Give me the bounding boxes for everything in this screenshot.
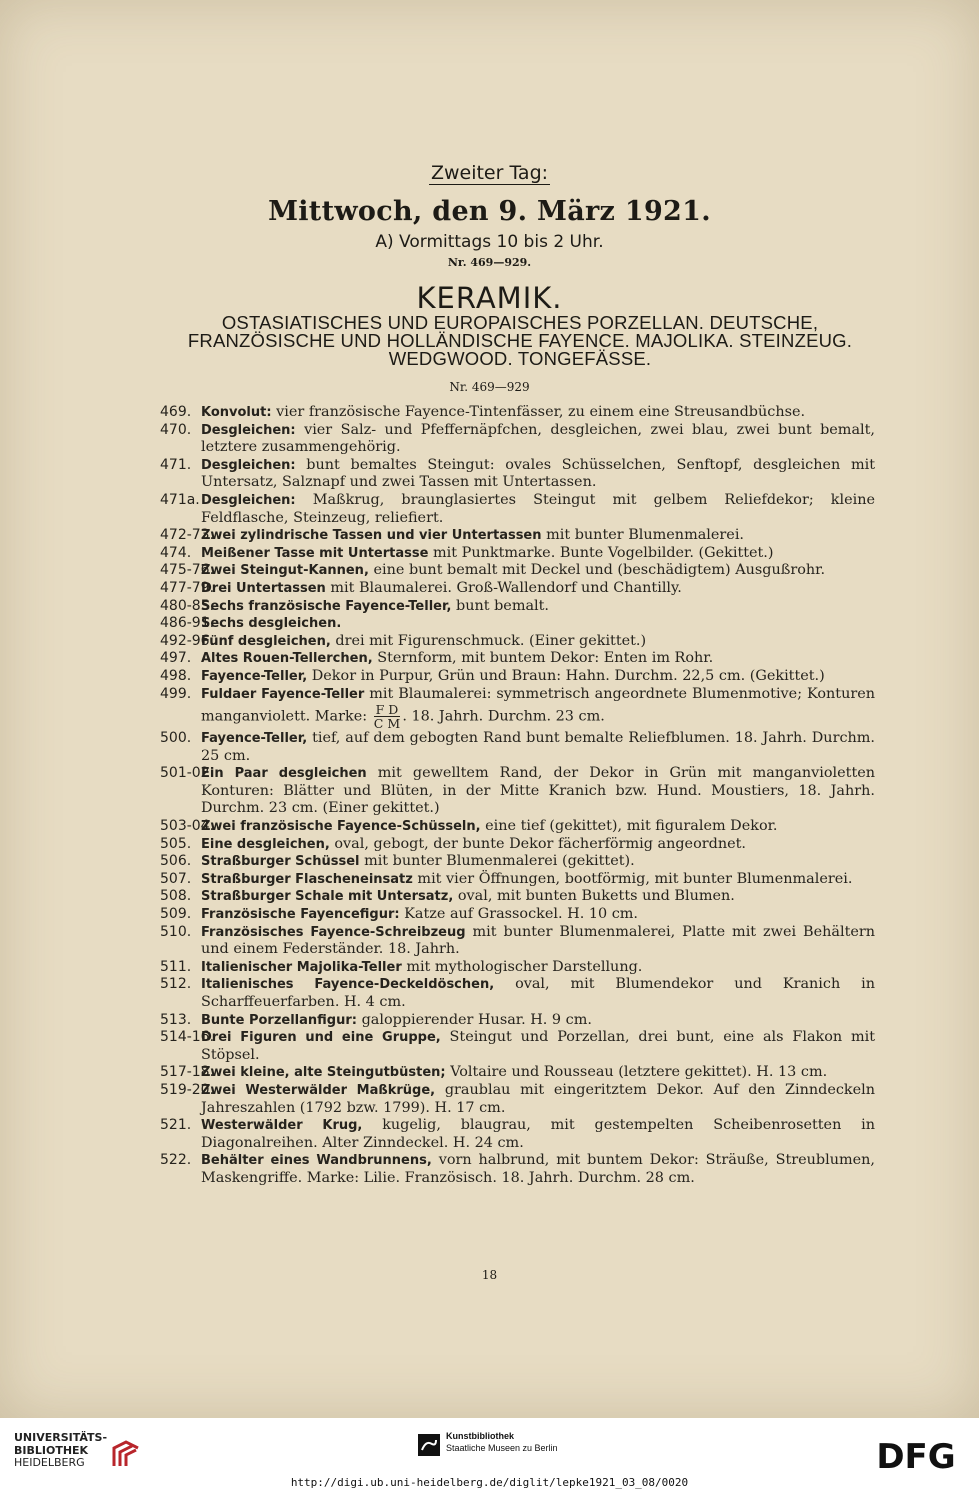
entry-number: 519-20. <box>160 1081 215 1098</box>
entry-number: 506. <box>160 853 192 870</box>
entry-description: mit vier Öffnungen, bootförmig, mit bunter Blumenmalerei. <box>417 870 853 887</box>
entry-description: Dekor in Purpur, Grün und Braun: Hahn. Durchm. 22,5 cm. (Gekittet.) <box>311 667 825 684</box>
entry-number: 508. <box>160 888 192 905</box>
entry-description: Voltaire und Rousseau (letztere gekittet). H. 13 cm. <box>450 1064 828 1081</box>
entry-description: Sternform, mit buntem Dekor: Enten im Rohr. <box>377 650 714 667</box>
entry-description: mit Blaumalerei. Groß-Wallendorf und Chantilly. <box>330 579 682 596</box>
entry-number: 474. <box>160 544 192 561</box>
catalog-entry <box>160 545 875 563</box>
entry-number: 512. <box>160 976 192 993</box>
catalog-entry <box>160 615 875 633</box>
entry-number: 509. <box>160 906 192 923</box>
entry-description: oval, mit bunten Buketts und Blumen. <box>457 888 735 905</box>
entry-description: mit bunter Blumenmalerei (gekittet). <box>364 853 635 870</box>
entry-title: Sechs französische Fayence-Teller, <box>201 598 452 614</box>
entry-description: graublau mit eingeritztem Dekor. Auf den Zinndeckeln Jahreszahlen (1792 bzw. 1799). H. 17 cm. <box>201 1081 875 1116</box>
catalog-entry <box>160 818 875 836</box>
catalog-entry <box>160 1012 875 1030</box>
time-heading: A) Vormittags 10 bis 2 Uhr. <box>375 232 604 252</box>
catalog-entry <box>160 1117 875 1152</box>
entry-title: Straßburger Schale mit Untersatz, <box>201 889 454 905</box>
entry-title: Drei Untertassen <box>201 580 326 596</box>
entry-title: Zwei zylindrische Tassen und vier Untertassen <box>201 528 542 544</box>
catalog-entry <box>160 765 875 818</box>
entry-number: 510. <box>160 923 192 940</box>
entry-title: Straßburger Flascheneinsatz <box>201 871 413 887</box>
entry-title: Fayence-Teller, <box>201 668 308 684</box>
entry-title: Fünf desgleichen, <box>201 633 331 649</box>
maker-mark-top: F D <box>375 702 399 718</box>
catalog-entry <box>160 457 875 492</box>
dfg-logo[interactable] <box>868 1438 964 1474</box>
entry-number: 497. <box>160 650 192 667</box>
entry-title: Fuldaer Fayence-Teller <box>201 686 365 702</box>
day-heading: Zweiter Tag: <box>430 162 549 184</box>
entry-description: vorn halbrund, mit buntem Dekor: Sträuße, Streublumen, Maskengriffe. Marke: Lilie. Französisch. 18. Jahrh. Durchm. 28 cm. <box>201 1152 876 1186</box>
entry-title: Eine desgleichen, <box>201 836 330 852</box>
entry-title: Desgleichen: <box>201 422 296 438</box>
entry-description: Katze auf Grassockel. H. 10 cm. <box>404 906 639 923</box>
entry-description: eine tief (gekittet), mit figuralem Dekor. <box>485 818 778 835</box>
catalog-entry <box>160 853 875 871</box>
entry-number: 514-16. <box>160 1029 215 1046</box>
catalog-entry <box>160 959 875 977</box>
section-subtitle: OSTASIATISCHES UND EUROPAISCHES PORZELLAN. DEUTSCHE, FRANZÖSISCHE UND HOLLÄNDISCHE FAYENCE. MAJOLIKA. STEINZEUG. WEDGWOOD. TONGEFÄSSE. <box>187 312 853 369</box>
entry-number: 499. <box>160 685 192 702</box>
entry-title: Italienischer Majolika-Teller <box>201 959 402 975</box>
entry-title: Italienisches Fayence-Deckeldöschen, <box>201 977 495 993</box>
entry-description: mit bunter Blumenmalerei, Platte mit zwei Behältern und einem Federständer. 18. Jahrh. <box>201 923 876 958</box>
catalog-entry <box>160 668 875 686</box>
entry-description: vier Salz- und Pfeffernäpfchen, desgleichen, zwei blau, zwei bunt bemalt, letztere zusammengehörig. <box>201 421 875 456</box>
entry-description: mit Punktmarke. Bunte Vogelbilder. (Gekittet.) <box>433 544 774 561</box>
catalog-entry <box>160 404 875 422</box>
entry-number: 503-04. <box>160 818 215 835</box>
university-library-logo[interactable] <box>14 1432 144 1476</box>
entry-title: Französische Fayencefigur: <box>201 907 400 923</box>
entry-number: 475-76. <box>160 562 215 579</box>
date-heading: Mittwoch, den 9. März 1921. <box>268 196 711 227</box>
lot-range: Nr. 469—929 <box>449 380 530 394</box>
entry-description: oval, gebogt, der bunte Dekor fächerförmig angeordnet. <box>334 835 746 852</box>
catalog-entry <box>160 1152 875 1187</box>
kunstbibliothek-emblem-icon <box>418 1434 440 1456</box>
catalog-entry <box>160 650 875 668</box>
entry-description: mit mythologischer Darstellung. <box>406 958 643 975</box>
entry-title: Zwei französische Fayence-Schüsseln, <box>201 819 481 835</box>
entry-number: 470. <box>160 421 192 438</box>
catalog-entry <box>160 924 875 959</box>
entry-title: Altes Rouen-Tellerchen, <box>201 651 373 667</box>
entry-description: galoppierender Husar. H. 9 cm. <box>361 1011 592 1028</box>
maker-mark-bottom: C M <box>373 716 401 732</box>
entry-number: 501-02. <box>160 765 215 782</box>
entry-description: mit gewelltem Rand, der Dekor in Grün mit manganvioletten Konturen: Blätter und Blüten, in der Mitte Kranich bzw. Hund. Moustiers, 18. Jahrh. Durchm. 23 cm. (Einer gekittet.) <box>201 765 876 817</box>
entry-title: Sechs desgleichen. <box>201 616 342 632</box>
entry-number: 521. <box>160 1117 192 1134</box>
entry-number: 471a. <box>160 491 200 508</box>
entry-description: Maßkrug, braunglasiertes Steingut mit gelbem Reliefdekor; kleine Feldflasche, Steinzeug, reliefiert. <box>201 491 875 526</box>
entry-title: Westerwälder Krug, <box>201 1118 363 1134</box>
entry-title: Behälter eines Wandbrunnens, <box>201 1153 432 1169</box>
entry-title: Desgleichen: <box>201 492 296 508</box>
entry-title: Ein Paar desgleichen <box>201 766 367 782</box>
catalog-entry <box>160 633 875 651</box>
maker-mark-fraction <box>374 703 401 730</box>
university-library-name: UNIVERSITÄTS- BIBLIOTHEK HEIDELBERG <box>14 1431 108 1469</box>
kunstbibliothek-name: Kunstbibliothek Staatliche Museen zu Berlin <box>446 1431 558 1453</box>
catalog-entry <box>160 492 875 527</box>
catalog-entry <box>160 422 875 457</box>
catalog-entry <box>160 976 875 1011</box>
entry-title: Zwei kleine, alte Steingutbüsten; <box>201 1065 446 1081</box>
catalog-entry <box>160 888 875 906</box>
entry-title: Meißener Tasse mit Untertasse <box>201 545 429 561</box>
entry-description: eine bunt bemalt mit Deckel und (beschädigtem) Ausgußrohr. <box>373 562 826 579</box>
entry-title: Bunte Porzellanfigur: <box>201 1012 357 1028</box>
catalog-entry <box>160 1064 875 1082</box>
entry-number: 498. <box>160 667 192 684</box>
entry-title: Zwei Westerwälder Maßkrüge, <box>201 1082 436 1098</box>
entry-description: vier französische Fayence-Tintenfässer, zu einem eine Streusandbüchse. <box>276 404 806 420</box>
catalog-entry <box>160 871 875 889</box>
entry-number: 513. <box>160 1011 192 1028</box>
entry-description: kugelig, blaugrau, mit gestempelten Scheibenrosetten in Diagonalreihen. Alter Zinndeckel. H. 24 cm. <box>201 1117 876 1151</box>
entry-title: Zwei Steingut-Kannen, <box>201 563 369 579</box>
dfg-logo-text: DFG <box>876 1438 956 1474</box>
library-emblem-icon <box>110 1438 142 1470</box>
entry-number: 486-91. <box>160 615 215 632</box>
entry-number: 471. <box>160 456 192 473</box>
entry-number: 477-79. <box>160 579 215 596</box>
page-number: 18 <box>481 1268 498 1282</box>
entry-description: tief, auf dem gebogten Rand bunt bemalte Reliefblumen. 18. Jahrh. Durchm. 25 cm. <box>201 730 875 764</box>
entry-title: Fayence-Teller, <box>201 731 308 747</box>
entry-description-end: . 18. Jahrh. Durchm. 23 cm. <box>402 708 605 725</box>
entry-description: oval, mit Blumendekor und Kranich in Scharffeuerfarben. H. 4 cm. <box>201 976 876 1010</box>
permalink-link[interactable]: http://digi.ub.uni-heidelberg.de/diglit/lepke1921_03_08/0020 <box>290 1476 689 1489</box>
catalog-entries <box>160 404 875 1188</box>
entry-title: Desgleichen: <box>201 457 296 473</box>
entry-description: drei mit Figurenschmuck. (Einer gekittet.) <box>335 632 647 649</box>
catalog-entry <box>160 580 875 598</box>
catalog-entry <box>160 686 875 731</box>
entry-number: 522. <box>160 1152 192 1169</box>
entry-number: 505. <box>160 835 192 852</box>
entry-number: 511. <box>160 958 192 975</box>
entry-description: Steingut und Porzellan, drei bunt, eine als Flakon mit Stöpsel. <box>201 1029 876 1063</box>
entry-number: 469. <box>160 404 192 420</box>
entry-number: 480-85. <box>160 597 215 614</box>
entry-title: Französisches Fayence-Schreibzeug <box>201 924 466 940</box>
catalog-entry <box>160 562 875 580</box>
permalink-url[interactable] <box>0 1476 979 1489</box>
entry-description: bunt bemalt. <box>455 597 550 614</box>
catalog-entry <box>160 527 875 545</box>
viewer-footer <box>0 1418 979 1491</box>
entry-description: bunt bemaltes Steingut: ovales Schüsselchen, Senftopf, desgleichen mit Untersatz, Salznapf und zwei Tassen mit Untertassen. <box>201 456 875 491</box>
lot-range-top: Nr. 469—929. <box>447 256 532 269</box>
entry-number: 500. <box>160 730 192 747</box>
kunstbibliothek-logo[interactable] <box>418 1430 618 1460</box>
section-title: KERAMIK. <box>416 281 563 315</box>
catalog-entry <box>160 598 875 616</box>
catalog-entry <box>160 836 875 854</box>
entry-number: 492-96. <box>160 632 215 649</box>
entry-number: 507. <box>160 870 192 887</box>
catalog-entry <box>160 906 875 924</box>
entry-title: Drei Figuren und eine Gruppe, <box>201 1030 441 1046</box>
catalog-entry <box>160 730 875 765</box>
entry-description: mit Blaumalerei: symmetrisch angeordnete Blumenmotive; Konturen manganviolett. Marke: <box>201 685 876 725</box>
catalog-entry <box>160 1029 875 1064</box>
entry-description: mit bunter Blumenmalerei. <box>546 527 744 544</box>
entry-title: Straßburger Schüssel <box>201 854 360 870</box>
entry-title: Konvolut: <box>201 405 272 420</box>
catalog-entry <box>160 1082 875 1117</box>
entry-number: 517-18. <box>160 1064 215 1081</box>
entry-number: 472-73. <box>160 527 215 544</box>
